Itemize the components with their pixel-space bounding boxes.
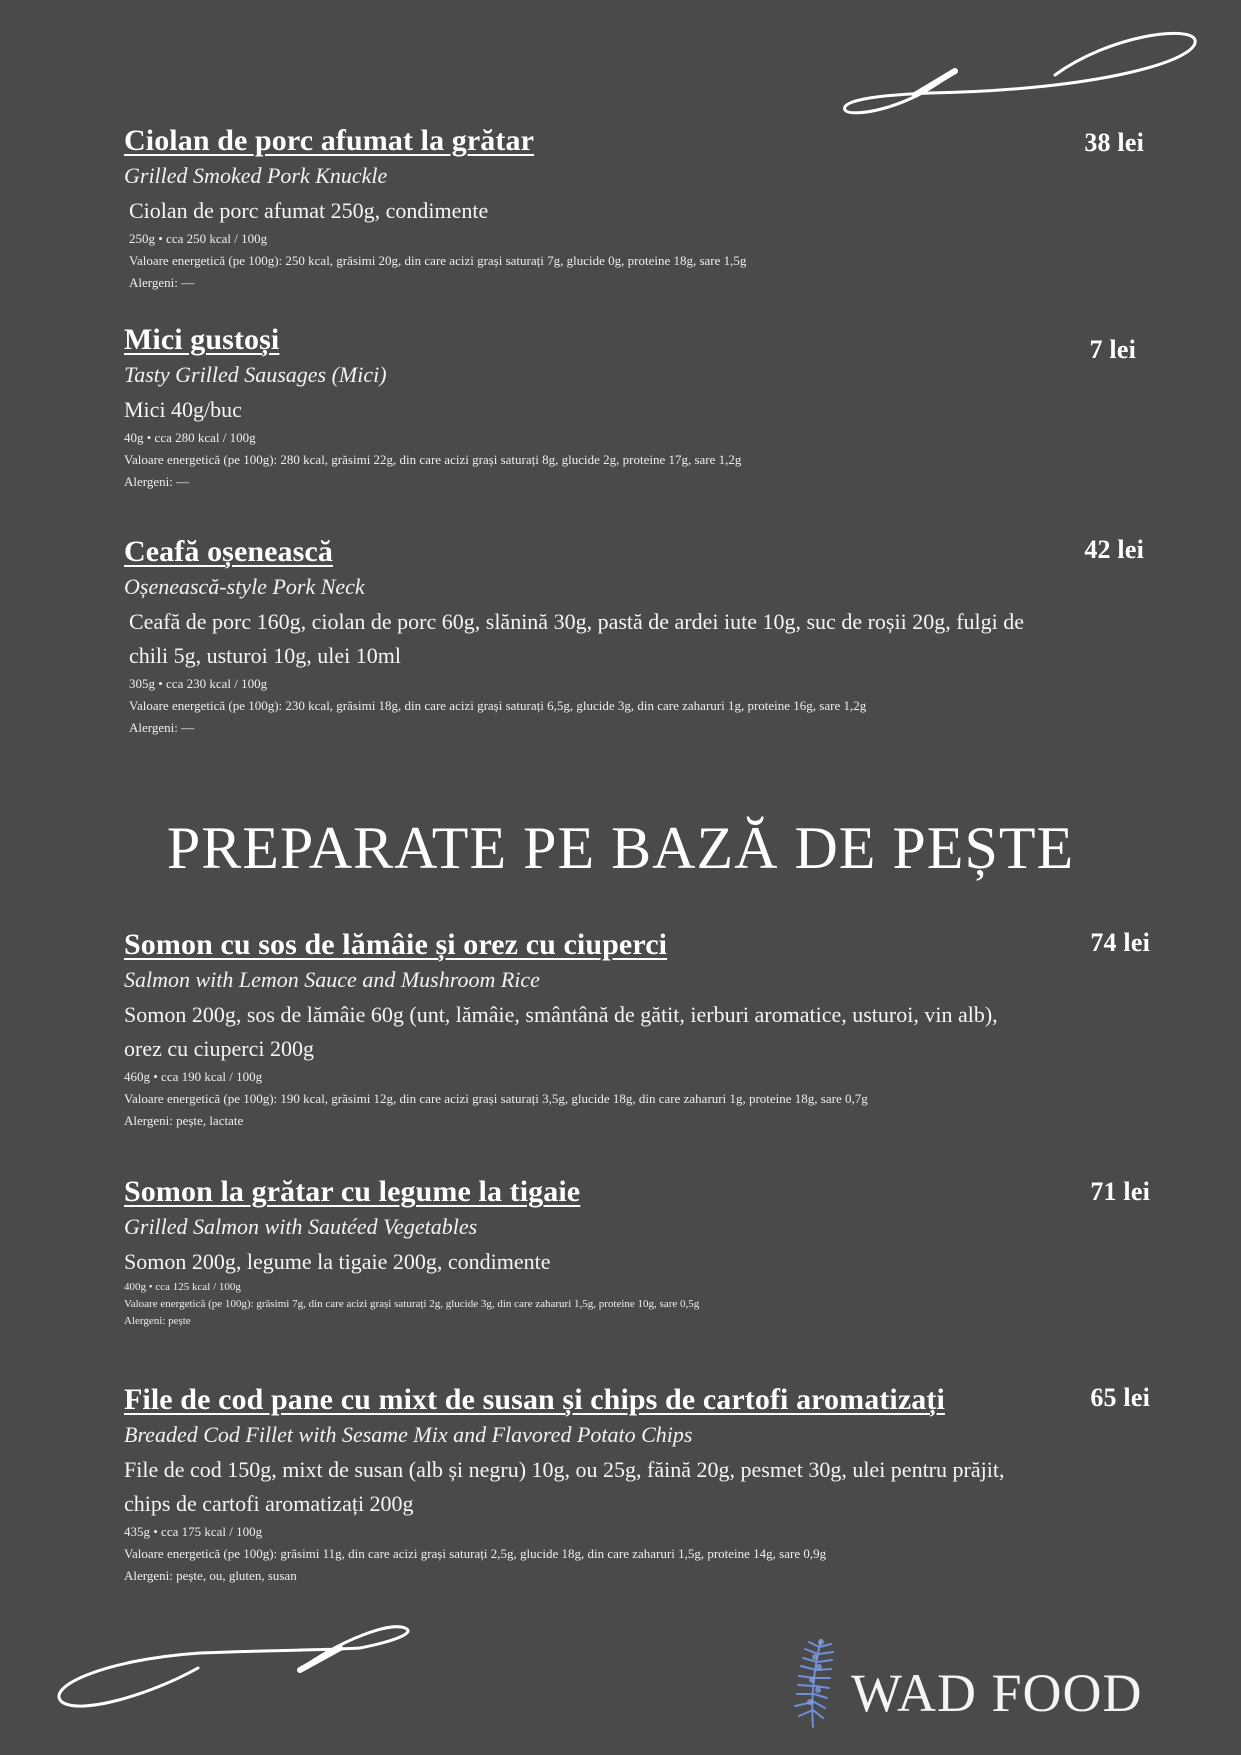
item-price: 71 lei <box>1090 1177 1150 1206</box>
item-portion: 460g • cca 190 kcal / 100g <box>124 1069 263 1084</box>
menu-item <box>124 1383 1164 1587</box>
item-portion: 250g • cca 250 kcal / 100g <box>129 231 268 246</box>
item-allergens: Alergeni: — <box>129 275 195 290</box>
item-price: 74 lei <box>1090 928 1150 957</box>
flourish-bottom-icon <box>40 1610 440 1720</box>
item-allergens: Alergeni: pește, ou, gluten, susan <box>124 1568 297 1583</box>
item-allergens: Alergeni: — <box>124 474 190 489</box>
menu-item <box>124 928 1164 1132</box>
item-allergens: Alergeni: pește <box>124 1315 191 1327</box>
item-subtitle: Grilled Salmon with Sautéed Vegetables <box>124 1214 478 1239</box>
item-portion: 400g • cca 125 kcal / 100g <box>124 1281 241 1293</box>
menu-item <box>124 124 1164 294</box>
item-description: Ceafă de porc 160g, ciolan de porc 60g, slănină 30g, pastă de ardei iute 10g, suc de roșii 20g, fulgi de chili 5g, usturoi 10g, ulei 10ml <box>129 609 1025 668</box>
item-title: Mici gustoși <box>124 323 280 356</box>
item-description: Mici 40g/buc <box>124 397 242 422</box>
item-subtitle: Oșenească-style Pork Neck <box>124 574 365 599</box>
menu-item <box>124 323 1164 493</box>
item-title: Ceafă oșenească <box>124 535 333 568</box>
item-portion: 40g • cca 280 kcal / 100g <box>124 430 256 445</box>
item-title: Somon cu sos de lămâie și orez cu ciuperci <box>124 928 668 961</box>
item-title: Ciolan de porc afumat la grătar <box>124 124 535 157</box>
item-description: Somon 200g, legume la tigaie 200g, condimente <box>124 1249 551 1274</box>
brand-name: WAD FOOD <box>851 1663 1143 1723</box>
item-allergens: Alergeni: pește, lactate <box>124 1113 244 1128</box>
menu-item <box>124 535 1164 739</box>
item-subtitle: Tasty Grilled Sausages (Mici) <box>124 362 387 387</box>
item-title: Somon la grătar cu legume la tigaie <box>124 1175 581 1208</box>
item-portion: 305g • cca 230 kcal / 100g <box>129 676 268 691</box>
item-nutrition: Valoare energetică (pe 100g): 230 kcal, grăsimi 18g, din care acizi grași saturați 6,5g, glucide 3g, din care zaharuri 1g, proteine 16g, sare 1,2g <box>129 698 867 713</box>
item-description: File de cod 150g, mixt de susan (alb și negru) 10g, ou 25g, făină 20g, pesmet 30g, ulei pentru prăjit, chips de cartofi aromatizați 200g <box>124 1457 1005 1516</box>
item-subtitle: Breaded Cod Fillet with Sesame Mix and Flavored Potato Chips <box>124 1422 693 1447</box>
brand-logo <box>785 1632 1143 1732</box>
menu-item <box>124 1175 1164 1330</box>
item-price: 38 lei <box>1084 128 1144 157</box>
section-heading: PREPARATE PE BAZĂ DE PEȘTE <box>166 815 1075 881</box>
item-allergens: Alergeni: — <box>129 720 195 735</box>
rosemary-sprig-icon <box>785 1632 845 1732</box>
item-price: 7 lei <box>1089 335 1136 364</box>
item-description: Somon 200g, sos de lămâie 60g (unt, lămâie, smântână de gătit, ierburi aromatice, usturoi, vin alb), orez cu ciuperci 200g <box>124 1002 998 1061</box>
item-nutrition: Valoare energetică (pe 100g): 250 kcal, grăsimi 20g, din care acizi grași saturați 7g, glucide 0g, proteine 18g, sare 1,5g <box>129 253 747 268</box>
item-subtitle: Salmon with Lemon Sauce and Mushroom Rice <box>124 967 540 992</box>
item-nutrition: Valoare energetică (pe 100g): 190 kcal, grăsimi 12g, din care acizi grași saturați 3,5g, glucide 18g, din care zaharuri 1g, proteine 18g, sare 0,7g <box>124 1091 868 1106</box>
flourish-top-icon <box>820 15 1220 125</box>
item-title: File de cod pane cu mixt de susan și chips de cartofi aromatizați <box>124 1383 945 1416</box>
item-nutrition: Valoare energetică (pe 100g): grăsimi 7g, din care acizi grași saturați 2g, glucide 3g, din care zaharuri 1,5g, proteine 10g, sare 0,5g <box>124 1298 700 1310</box>
item-nutrition: Valoare energetică (pe 100g): 280 kcal, grăsimi 22g, din care acizi grași saturați 8g, glucide 2g, proteine 17g, sare 1,2g <box>124 452 742 467</box>
item-description: Ciolan de porc afumat 250g, condimente <box>129 198 489 223</box>
item-subtitle: Grilled Smoked Pork Knuckle <box>124 163 388 188</box>
item-portion: 435g • cca 175 kcal / 100g <box>124 1524 263 1539</box>
item-price: 65 lei <box>1090 1383 1150 1412</box>
item-price: 42 lei <box>1084 535 1144 564</box>
item-nutrition: Valoare energetică (pe 100g): grăsimi 11g, din care acizi grași saturați 2,5g, glucide 18g, din care zaharuri 1,5g, proteine 14g, sare 0,9g <box>124 1546 827 1561</box>
